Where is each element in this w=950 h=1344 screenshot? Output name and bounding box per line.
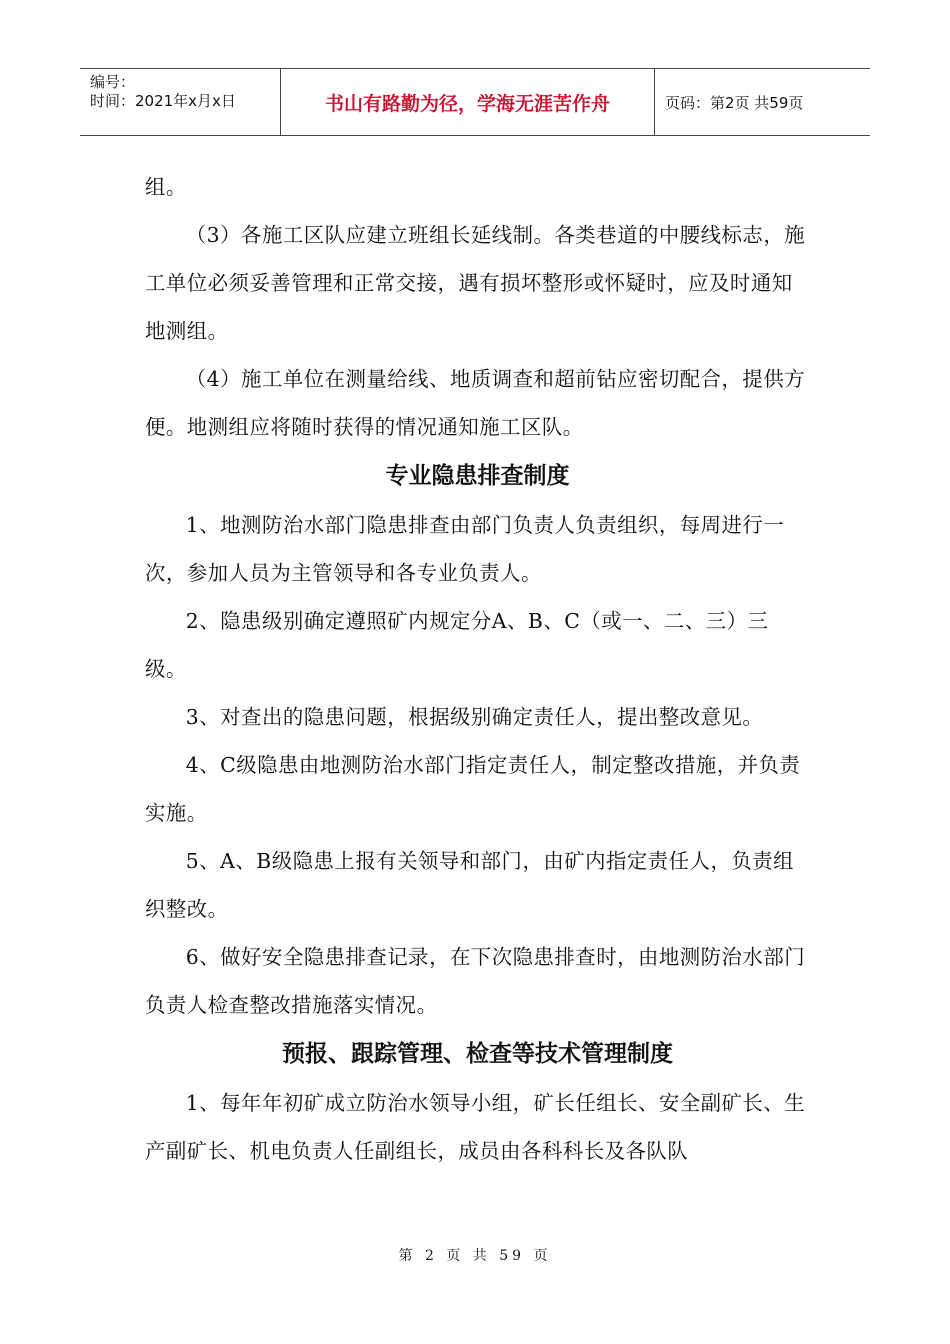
header-page-info: 页码：第2页 共59页 [665, 93, 804, 112]
header-motto: 书山有路勤为径，学海无涯苦作舟 [281, 69, 655, 135]
paragraph: 2、隐患级别确定遵照矿内规定分A、B、C（或一、二、三）三级。 [145, 609, 769, 681]
paragraph: （3）各施工区队应建立班组长延线制。各类巷道的中腰线标志，施工单位必须妥善管理和正常交接，遇有损坏整形或怀疑时，应及时通知地测组。 [145, 223, 806, 343]
section-heading: 预报、跟踪管理、检查等技术管理制度 [282, 1041, 673, 1067]
number-label: 编号： [90, 73, 136, 91]
time-label: 时间：2021年x月x日 [90, 92, 236, 110]
section-heading: 专业隐患排查制度 [385, 463, 570, 489]
document-header [80, 68, 870, 136]
paragraph: 6、做好安全隐患排查记录，在下次隐患排查时，由地测防治水部门负责人检查整改措施落实情况。 [145, 945, 806, 1017]
paragraph: 5、A、B级隐患上报有关领导和部门，由矿内指定责任人，负责组织整改。 [145, 849, 795, 921]
page-footer: 第 2 页 共 59 页 [398, 1248, 552, 1264]
paragraph: 1、每年年初矿成立防治水领导小组，矿长任组长、安全副矿长、生产副矿长、机电负责人任副组长，成员由各科科长及各队队 [145, 1091, 806, 1163]
document-body [145, 163, 810, 1175]
header-meta [80, 69, 281, 135]
paragraph: 1、地测防治水部门隐患排查由部门负责人负责组织，每周进行一次，参加人员为主管领导和各专业负责人。 [145, 513, 785, 585]
paragraph: （4）施工单位在测量给线、地质调查和超前钻应密切配合，提供方便。地测组应将随时获得的情况通知施工区队。 [145, 367, 806, 439]
paragraph: 组。 [145, 175, 187, 199]
paragraph: 3、对查出的隐患问题，根据级别确定责任人，提出整改意见。 [185, 705, 764, 729]
paragraph: 4、C级隐患由地测防治水部门指定责任人，制定整改措施，并负责实施。 [145, 753, 801, 825]
